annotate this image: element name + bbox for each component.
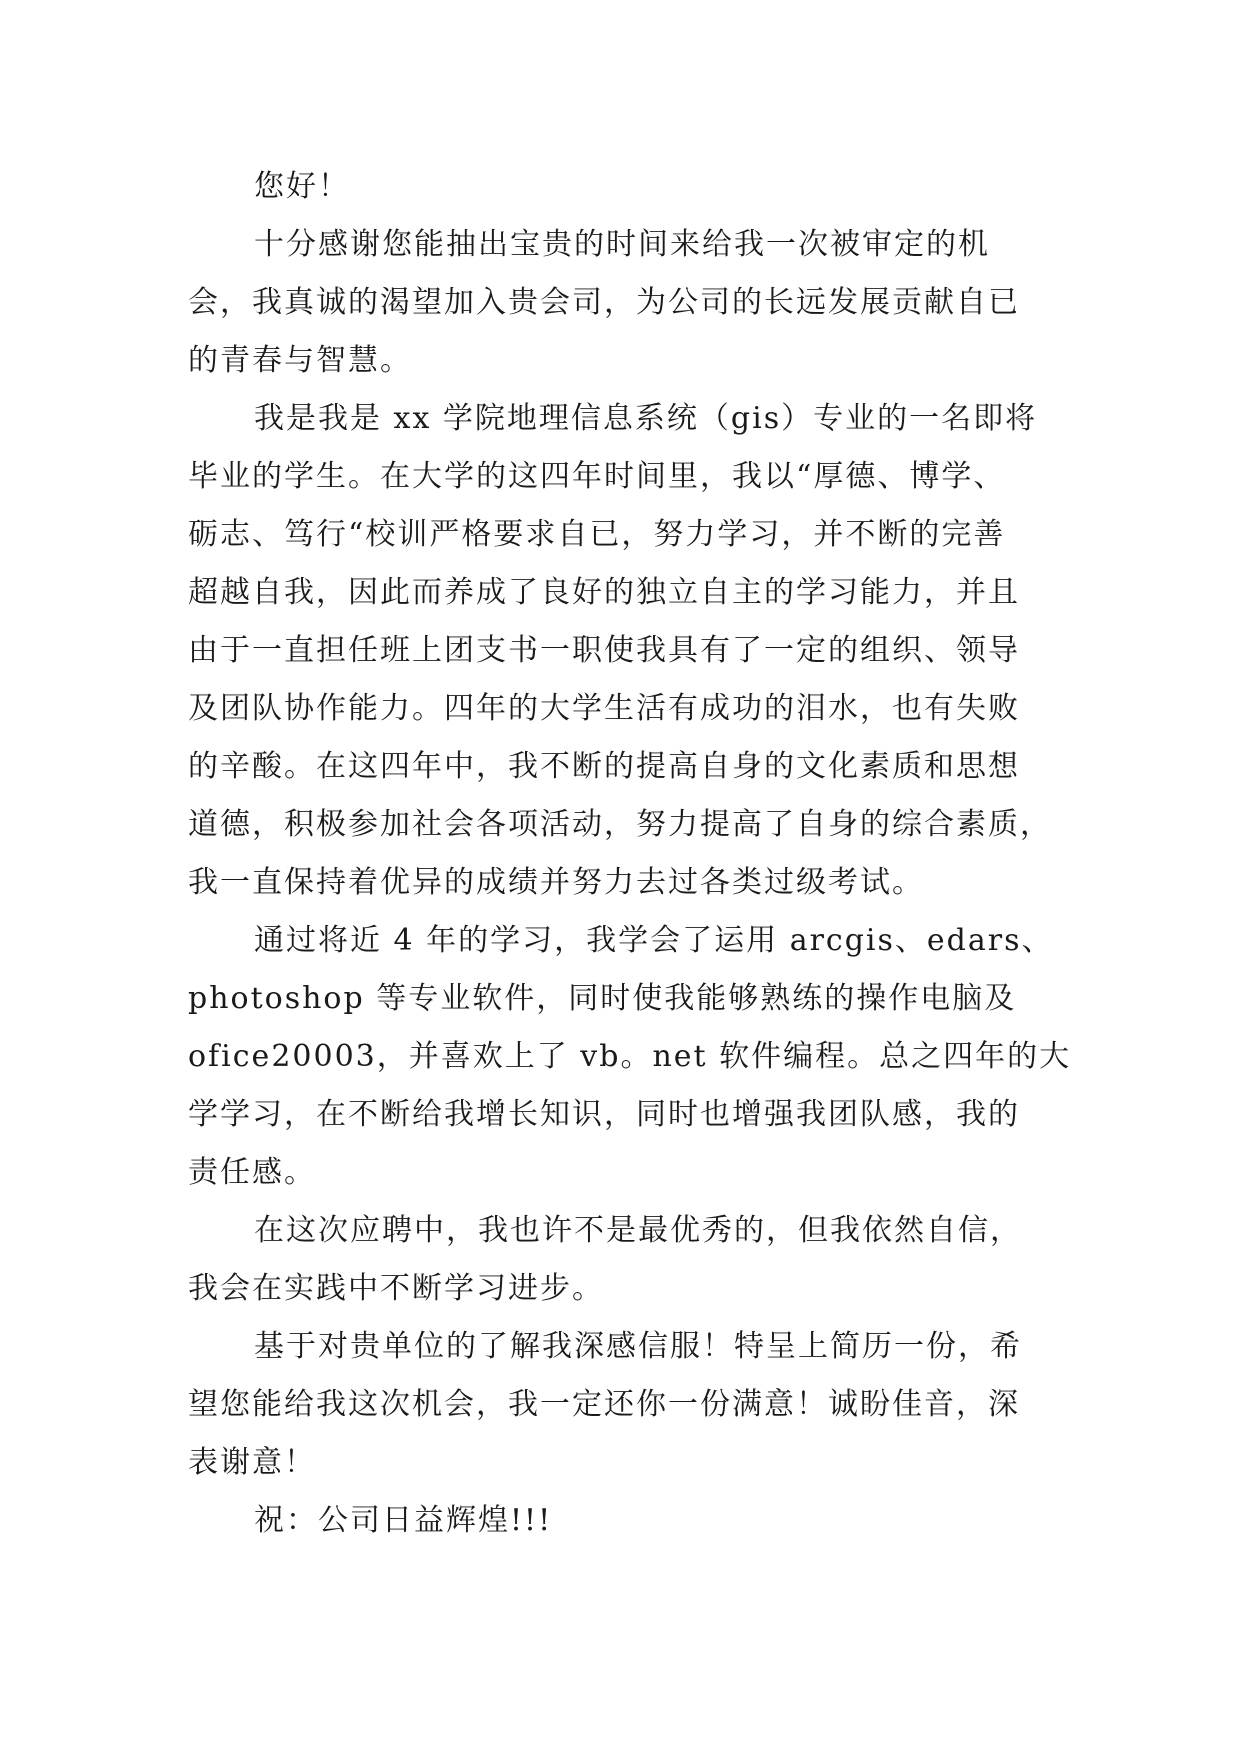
text-line: 由于一直担任班上团支书一职使我具有了一定的组织、领导 [188,633,1020,668]
text-line: 您好！ [254,169,350,204]
text-line: 砺志、笃行“校训严格要求自已，努力学习，并不断的完善 [188,517,1006,552]
text-line: 会，我真诚的渴望加入贵会司，为公司的长远发展贡献自已 [188,285,1020,320]
greeting-paragraph [188,158,1053,216]
text-line: 我一直保持着优异的成绩并努力去过各类过级考试。 [188,865,924,900]
text-line: ofice20003，并喜欢上了 vb。net 软件编程。总之四年的大 [188,1039,1072,1074]
cover-letter-body [188,158,1072,1550]
text-line: 的青春与智慧。 [188,343,412,378]
skills-paragraph [188,912,1072,1202]
text-line: 超越自我，因此而养成了良好的独立自主的学习能力，并且 [188,575,1020,610]
text-line: 责任感。 [188,1155,316,1190]
thanks-paragraph [188,216,1053,390]
text-line: 基于对贵单位的了解我深感信服！特呈上简历一份，希 [254,1329,1022,1364]
text-line: 望您能给我这次机会，我一定还你一份满意！诚盼佳音，深 [188,1387,1020,1422]
text-line: 表谢意！ [188,1445,316,1480]
text-line: 通过将近 4 年的学习，我学会了运用 arcgis、edars、 [254,923,1054,958]
text-line: 学学习，在不断给我增长知识，同时也增强我团队感，我的 [188,1097,1020,1132]
text-line: 毕业的学生。在大学的这四年时间里，我以“厚德、博学、 [188,459,1006,494]
text-line: 我是我是 xx 学院地理信息系统（gis）专业的一名即将 [254,401,1038,436]
background-paragraph [188,390,1053,912]
text-line: 十分感谢您能抽出宝贵的时间来给我一次被审定的机 [254,227,990,262]
text-line: 道德，积极参加社会各项活动，努力提高了自身的综合素质， [188,807,1052,842]
text-line: photoshop 等专业软件，同时使我能够熟练的操作电脑及 [188,981,1017,1016]
text-line: 我会在实践中不断学习进步。 [188,1271,604,1306]
request-paragraph [188,1318,1053,1492]
text-line: 的辛酸。在这四年中，我不断的提高自身的文化素质和思想 [188,749,1020,784]
text-line: 及团队协作能力。四年的大学生活有成功的泪水，也有失败 [188,691,1020,726]
closing-wish [188,1492,1053,1550]
text-line: 祝：公司日益辉煌!!! [254,1503,553,1538]
text-line: 在这次应聘中，我也许不是最优秀的，但我依然自信， [254,1213,1022,1248]
confidence-paragraph [188,1202,1053,1318]
